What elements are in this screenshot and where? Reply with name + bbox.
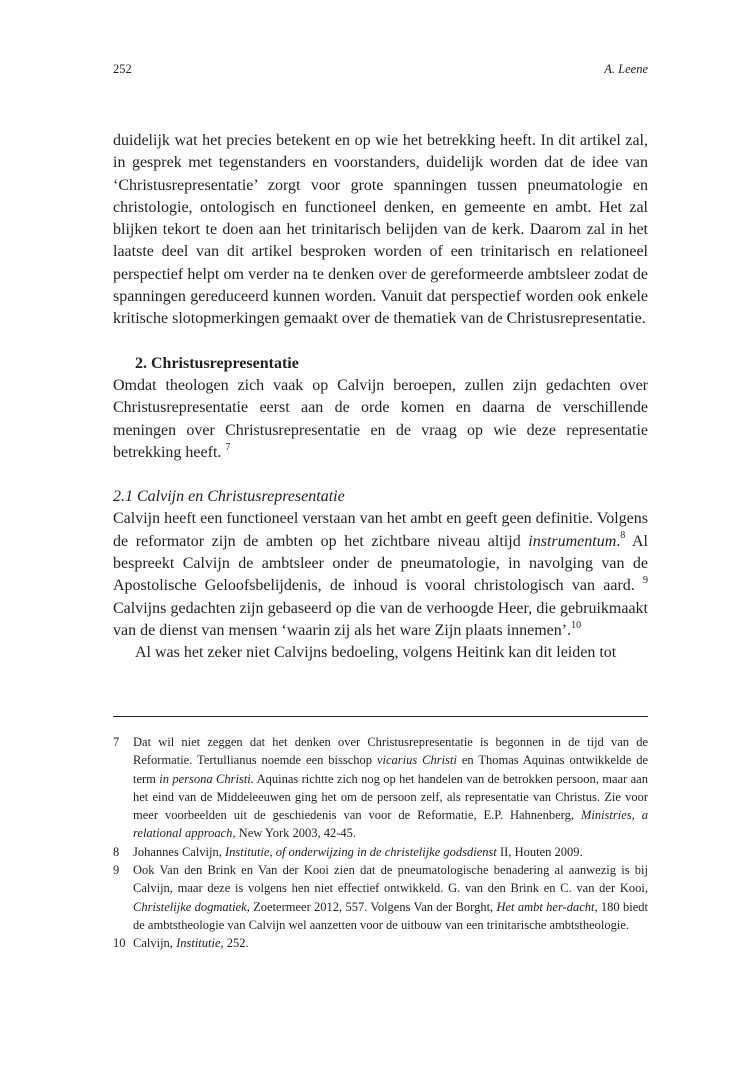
punctuation: .	[616, 532, 621, 550]
footnote-italic: Institutie	[176, 936, 221, 951]
footnotes	[113, 733, 648, 953]
footnote-7	[113, 733, 648, 843]
footnote-10	[113, 934, 648, 952]
footnote-italic: in persona Christi.	[159, 771, 254, 786]
paragraph-text: Calvijn heeft een functioneel verstaan van het ambt en geeft geen definitie. Volgens de reformator zijn de ambten op het zichtbare niveau altijd	[113, 510, 648, 550]
footnote-italic: Christelijke dogmatiek,	[133, 899, 250, 914]
subsection-heading: 2.1 Calvijn en Christusrepresentatie	[113, 488, 345, 506]
paragraph-calvijn	[113, 508, 648, 642]
footnote-ref-7[interactable]: 7	[225, 441, 231, 453]
footnote-8	[113, 843, 648, 861]
running-head-author: A. Leene	[604, 62, 648, 76]
footnote-italic: Institutie, of onderwijzing in de christelijke godsdienst	[225, 844, 497, 859]
paragraph-text: Omdat theologen zich vaak op Calvijn beroepen, zullen zijn gedachten over Christusrepresentatie eerst aan de orde komen en daarna de verschillende meningen over Christusrepresentatie en de vraag op wie deze representatie betrekking heeft.	[113, 376, 648, 461]
footnote-number: 10	[113, 936, 126, 951]
footnote-ref-9[interactable]: 9	[643, 575, 648, 587]
term-instrumentum: instrumentum	[528, 532, 617, 550]
footnote-number: 7	[113, 735, 120, 749]
page-number: 252	[113, 62, 132, 76]
paragraph-intro: duidelijk wat het precies betekent en op wie het betrekking heeft. In dit artikel zal, in gesprek met tegenstanders en voorstanders, duidelijk worden dat de idee van ‘Christusrepresentatie’ zorgt voor grote spanningen tussen pneumatologie en christologie, ontologisch en functioneel denken, en gemeente en ambt. Het zal blijken tekort te doen aan het trinitarisch belijden van de kerk. Daarom zal in het laatste deel van dit artikel besproken worden of een trinitarisch en relationeel perspectief helpt om verder na te denken over de gereformeerde ambtsleer zodat de spanningen gereduceerd kunnen worden. Vanuit dat perspectief worden ook enkele kritische slotopmerkingen gemaakt over de thematiek van de Christusrepresentatie.	[113, 132, 648, 328]
main-text	[113, 130, 648, 665]
footnote-text-run: , 180 biedt de ambtstheologie van Calvijn wel aanzetten voor de uitbouw van een trinitarische ambtstheologie.	[133, 899, 648, 932]
footnote-text-run: Dat wil niet zeggen dat het denken over Christusrepresentatie is begonnen in de tijd van de Reformatie. Tertullianus noemde een bisschop	[133, 735, 648, 768]
footnote-ref-10[interactable]: 10	[571, 619, 582, 631]
footnote-text-run: II, Houten 2009.	[496, 844, 583, 859]
footnote-9	[113, 861, 648, 934]
paragraph-heitink: Al was het zeker niet Calvijns bedoeling, volgens Heitink kan dit leiden tot	[135, 644, 617, 662]
footnote-separator	[113, 716, 648, 717]
footnote-italic: vicarius Christi	[376, 753, 457, 768]
footnote-text-run: Zoetermeer 2012, 557. Volgens Van der Borght,	[249, 899, 497, 914]
footnote-text-run: Calvijn,	[133, 936, 177, 951]
footnote-text-run: Johannes Calvijn,	[133, 844, 226, 859]
paragraph-section-intro	[113, 375, 648, 464]
footnote-text	[133, 733, 648, 843]
section-heading: 2. Christusrepresentatie	[135, 354, 299, 372]
footnote-text-run: Ook Van den Brink en Van der Kooi zien dat de pneumatologische benadering al aanwezig is bij Calvijn, maar deze is volgens hen niet effectief ontwikkeld. G. van den Brink en C. van der Kooi,	[133, 863, 648, 896]
footnote-number: 9	[113, 863, 120, 878]
footnote-ref-8[interactable]: 8	[620, 530, 626, 542]
footnote-text	[133, 934, 648, 952]
footnote-text-run: en Thomas Aquinas ontwikkelde de term	[133, 753, 649, 786]
footnote-text	[133, 843, 648, 861]
paragraph-text: Al bespreekt Calvijn de ambtsleer onder de pneumatologie, in navolging van de Apostolische Geloofsbelijdenis, de inhoud is vooral christologisch van aard.	[113, 532, 648, 595]
footnote-text	[133, 861, 648, 934]
footnote-number: 8	[113, 844, 120, 859]
paragraph-text: Calvijns gedachten zijn gebaseerd op die van de verhoogde Heer, die gebruikmaakt van de dienst van mensen ‘waarin zij als het ware Zijn plaats innemen’.	[113, 599, 648, 639]
footnote-text-run: Aquinas richtte zich nog op het handelen van de betrokken persoon, maar aan het eind van de Middeleeuwen ging het om de persoon zelf, als representatie van Christus. Zie voor meer voorbeelden uit de geschiedenis van voor de Reformatie, E.P. Hahnenberg,	[133, 771, 648, 823]
footnote-text-run: , New York 2003, 42-45.	[232, 826, 357, 841]
footnote-italic: Het ambt her-dacht	[496, 899, 595, 914]
footnote-italic: Ministries, a relational approach	[133, 808, 649, 841]
footnote-text-run: , 252.	[220, 936, 249, 951]
